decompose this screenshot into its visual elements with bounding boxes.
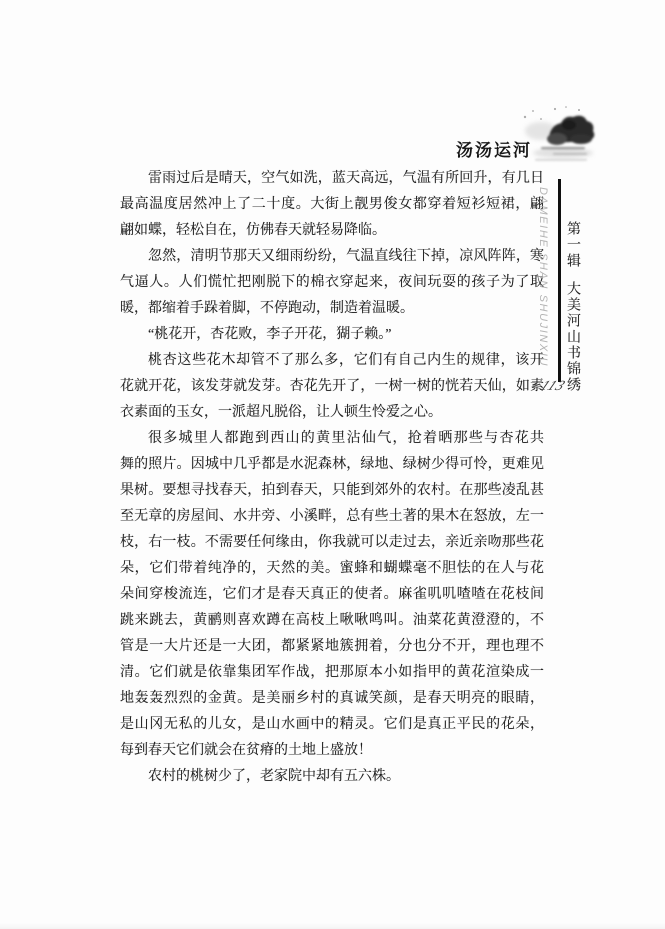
text-line: 每到春天它们就会在贫瘠的土地上盛放！ <box>120 743 372 758</box>
text-line: 舞的照片。因城中几乎都是水泥森林，绿地、绿树少得可怜，更难见 <box>120 457 544 472</box>
sidebar-pinyin-title: DAMEIHE SHAN SHUJINXIU <box>537 187 549 368</box>
text-line: 朵，它们带着纯净的，天然的美。蜜蜂和蝴蝶毫不胆怯的在人与花 <box>120 561 544 576</box>
book-title: 大美河山书锦绣 <box>565 281 580 393</box>
text-line: 暖，都缩着手跺着脚，不停跑动，制造着温暖。 <box>120 301 414 316</box>
body-text <box>120 166 544 790</box>
text-line: 花就开花，该发芽就发芽。杏花先开了，一树一树的恍若天仙，如素 <box>120 379 544 394</box>
text-line-quote: “桃花开，杏花败，李子开花，猢子赖。” <box>148 327 392 342</box>
text-line: 是山冈无私的儿女，是山水画中的精灵。它们是真正平民的花朵， <box>120 717 544 732</box>
text-line: 枝，右一枝。不需要任何缘由，你我就可以走过去，亲近亲吻那些花 <box>120 535 544 550</box>
text-line: 跳来跳去，黄鹂则喜欢蹲在高枝上啾啾鸣叫。油菜花黄澄澄的，不 <box>120 613 544 628</box>
running-title: 汤汤运河 <box>456 141 532 160</box>
text-line: 翩如蝶，轻松自在，仿佛春天就轻易降临。 <box>120 223 386 238</box>
text-line: 气逼人。人们慌忙把刚脱下的棉衣穿起来，夜间玩耍的孩子为了取 <box>120 275 544 290</box>
text-line: 最高温度居然冲上了二十度。大街上靓男俊女都穿着短衫短裙，翩 <box>120 197 544 212</box>
series-label: 第一辑 <box>565 221 580 269</box>
text-line: 农村的桃树少了，老家院中却有五六株。 <box>148 769 400 784</box>
text-line: 至无章的房屋间、水井旁、小溪畔，总有些土著的果木在怒放，左一 <box>120 509 544 524</box>
text-line: 很多城里人都跑到西山的黄里沾仙气，抢着晒那些与杏花共 <box>148 431 544 446</box>
text-line: 桃杏这些花木却管不了那么多，它们有自己内生的规律，该开 <box>148 353 544 368</box>
text-line: 雷雨过后是晴天，空气如洗，蓝天高远，气温有所回升，有几日 <box>148 171 544 186</box>
page-number: 113 <box>537 379 569 394</box>
text-line: 地轰轰烈烈的金黄。是美丽乡村的真诚笑颜，是春天明亮的眼睛， <box>120 691 544 706</box>
text-line: 忽然，清明节那天又细雨纷纷，气温直线往下掉，凉风阵阵，寒 <box>148 249 544 264</box>
text-line: 管是一大片还是一大团，都紧紧地簇拥着，分也分不开，理也理不 <box>120 639 544 654</box>
text-line: 清。它们就是依靠集团军作战，把那原本小如指甲的黄花渲染成一 <box>120 665 544 680</box>
text-line: 衣素面的玉女，一派超凡脱俗，让人顿生怜爱之心。 <box>120 405 442 420</box>
ink-wash-painting-icon <box>511 101 607 175</box>
text-line: 朵间穿梭流连，它们才是春天真正的使者。麻雀叽叽喳喳在花枝间 <box>120 587 544 602</box>
text-line: 果树。要想寻找春天，拍到春天，只能到郊外的农村。在那些凌乱甚 <box>120 483 544 498</box>
sidebar-rule <box>558 179 561 382</box>
sidebar-vertical-title <box>562 221 582 393</box>
